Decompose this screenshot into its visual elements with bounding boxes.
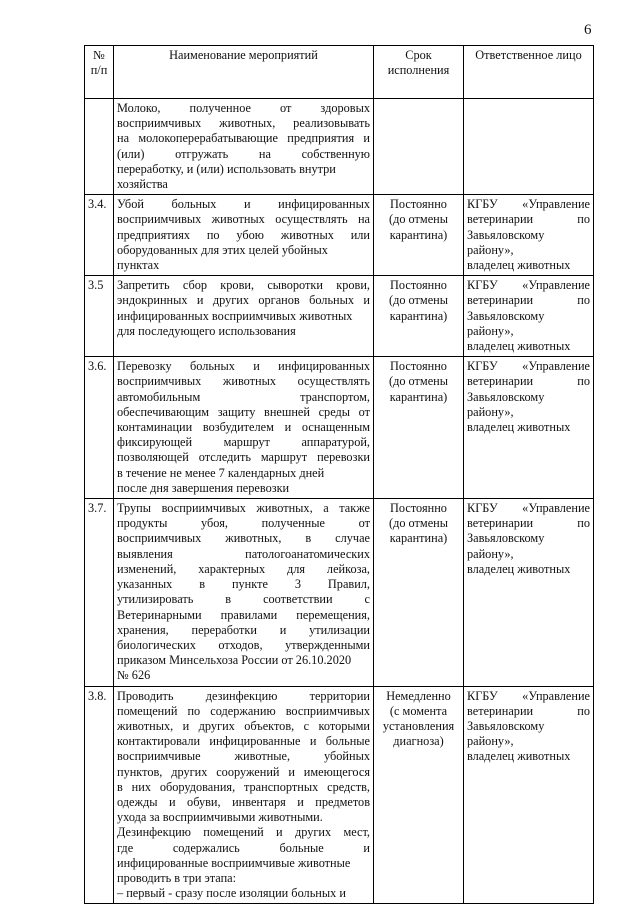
measure-text-line: хозяйства — [117, 177, 168, 192]
responsible-text-line: району», — [467, 734, 514, 749]
measure-text-line: № 626 — [117, 668, 151, 683]
measure-text-line: на молокоперерабатывающие предприятия и — [117, 131, 370, 146]
row-number: 3.4. — [85, 195, 114, 276]
measure-text-line: фиксирующей маршрут аппаратурой, — [117, 435, 370, 450]
responsible-text-line: Завьяловскому — [467, 718, 545, 733]
measure-responsible — [464, 499, 594, 686]
measure-term — [374, 195, 464, 276]
measure-text-line: изменений, характерных для лейкоза, — [117, 561, 370, 576]
measure-text-line: приказом Минсельхоза России от 26.10.2020 — [117, 653, 352, 668]
measure-description — [114, 276, 374, 357]
measure-text-line: инфицированные восприимчивые животные — [117, 855, 351, 870]
measure-text-line: оборудованных для этих целей убойных — [117, 242, 328, 257]
responsible-text-line: ветеринарии по — [467, 293, 590, 308]
term-text-line: (до отмены — [388, 516, 449, 531]
measure-term — [374, 499, 464, 686]
measure-text-line: Перевозку больных и инфицированных — [117, 359, 370, 374]
responsible-text-line: району», — [467, 323, 514, 338]
header-term: Срок исполнения — [374, 46, 464, 99]
measure-text-line: указанных в пункте 3 Правил, — [117, 577, 370, 592]
header-number: № п/п — [85, 46, 114, 99]
measure-text-line: биологических отходов, утвержденными — [117, 637, 370, 652]
measure-text-line: проводить в три этапа: — [117, 870, 237, 885]
measure-text-line: эндокринных и других органов больных и — [117, 293, 370, 308]
measure-responsible — [464, 686, 594, 904]
measure-text-line: восприимчивых животных, в случае — [117, 531, 370, 546]
measure-term — [374, 357, 464, 499]
measure-text-line: хранения, переработки и утилизации — [117, 622, 370, 637]
row-number: 3.6. — [85, 357, 114, 499]
table-row — [85, 276, 594, 357]
term-text-line: Постоянно — [390, 278, 447, 293]
measure-term — [374, 276, 464, 357]
measure-text-line: выявления патологоанатомических — [117, 546, 370, 561]
measure-description — [114, 195, 374, 276]
term-text-line: Немедленно — [386, 688, 451, 703]
measure-text-line: (или) отгружать на собственную — [117, 146, 370, 161]
responsible-text-line: району», — [467, 404, 514, 419]
measure-text-line: автомобильным транспортом, — [117, 389, 370, 404]
responsible-text-line: району», — [467, 242, 514, 257]
row-number: 3.8. — [85, 686, 114, 904]
measure-text-line: пунктах — [117, 258, 160, 273]
table-row — [85, 499, 594, 686]
measure-text-line: инфицированных восприимчивых животных — [117, 308, 353, 323]
term-text-line: карантина) — [389, 531, 448, 546]
measure-responsible — [464, 195, 594, 276]
measure-text-line: позволяющей отследить маршрут перевозки — [117, 450, 370, 465]
measure-text-line: в течение не менее 7 календарных дней — [117, 465, 325, 480]
responsible-text-line: Завьяловскому — [467, 227, 545, 242]
row-number: 3.5 — [85, 276, 114, 357]
measure-text-line: для последующего использования — [117, 323, 296, 338]
responsible-text-line: Завьяловскому — [467, 531, 545, 546]
responsible-text-line: владелец животных — [467, 339, 571, 354]
responsible-text-line: ветеринарии по — [467, 703, 590, 718]
measure-text-line: Запретить сбор крови, сыворотки крови, — [117, 278, 370, 293]
term-text-line: диагноза) — [393, 734, 444, 749]
measures-table — [84, 45, 594, 904]
measure-text-line: восприимчивых животных осуществлять — [117, 374, 370, 389]
responsible-text-line: Завьяловскому — [467, 389, 545, 404]
term-text-line: карантина) — [389, 308, 448, 323]
table-row — [85, 357, 594, 499]
measure-term — [374, 686, 464, 904]
measure-description — [114, 99, 374, 195]
table-row — [85, 99, 594, 195]
page-number: 6 — [584, 22, 592, 38]
responsible-text-line: ветеринарии по — [467, 516, 590, 531]
row-number — [85, 99, 114, 195]
table-header-row — [85, 46, 594, 99]
measure-text-line: контактировали инфицированные и больные — [117, 734, 370, 749]
responsible-text-line: владелец животных — [467, 749, 571, 764]
responsible-text-line: району», — [467, 546, 514, 561]
term-text-line: Постоянно — [390, 501, 447, 516]
measure-text-line: контаминации возбудителем и оснащенным — [117, 420, 370, 435]
measure-text-line: Трупы восприимчивых животных, а также — [117, 501, 370, 516]
measure-text-line: животных, и других объектов, с которыми — [117, 718, 370, 733]
term-text-line: карантина) — [389, 389, 448, 404]
responsible-text-line: владелец животных — [467, 561, 571, 576]
measure-description — [114, 499, 374, 686]
measure-text-line: Молоко, полученное от здоровых — [117, 101, 370, 115]
term-text-line: (до отмены — [388, 212, 449, 227]
table-row — [85, 686, 594, 904]
measure-text-line: ухода за восприимчивыми животными. — [117, 810, 323, 825]
responsible-text-line: КГБУ «Управление — [467, 278, 590, 293]
term-text-line: установления — [382, 718, 455, 733]
responsible-text-line: ветеринарии по — [467, 212, 590, 227]
responsible-text-line: КГБУ «Управление — [467, 197, 590, 212]
measure-text-line: Ветеринарными правилами перемещения, — [117, 607, 370, 622]
term-text-line: Постоянно — [390, 359, 447, 374]
measure-description — [114, 357, 374, 499]
header-responsible: Ответственное лицо — [464, 46, 594, 99]
responsible-text-line: владелец животных — [467, 258, 571, 273]
measure-term — [374, 99, 464, 195]
measure-text-line: Убой больных и инфицированных — [117, 197, 370, 212]
measure-description — [114, 686, 374, 904]
measure-text-line: обеспечивающим защиту внешней среды от — [117, 404, 370, 419]
measure-text-line: Проводить дезинфекцию территории — [117, 688, 370, 703]
responsible-text-line: ветеринарии по — [467, 374, 590, 389]
term-text-line: (до отмены — [388, 293, 449, 308]
table-row — [85, 195, 594, 276]
measure-text-line: – первый - сразу после изоляции больных и — [117, 886, 346, 901]
measure-text-line: восприимчивые животные, убойных — [117, 749, 370, 764]
row-number: 3.7. — [85, 499, 114, 686]
measure-text-line: предприятиях по убою животных или — [117, 227, 370, 242]
measure-text-line: пунктов, других сооружений и имеющегося — [117, 764, 370, 779]
responsible-text-line: КГБУ «Управление — [467, 688, 590, 703]
measure-text-line: продукты убоя, полученные от — [117, 516, 370, 531]
term-text-line: (с момента — [389, 703, 448, 718]
measure-text-line: восприимчивых животных, реализовывать — [117, 116, 370, 131]
measure-text-line: в них оборудования, транспортных средств, — [117, 779, 370, 794]
term-text-line: карантина) — [389, 227, 448, 242]
measure-responsible — [464, 99, 594, 195]
responsible-text-line: КГБУ «Управление — [467, 359, 590, 374]
measure-text-line: где содержались больные и — [117, 840, 370, 855]
measure-text-line: Дезинфекцию помещений и других мест, — [117, 825, 370, 840]
measure-text-line: одежды и обуви, инвентаря и предметов — [117, 794, 370, 809]
measure-text-line: утилизировать в соответствии с — [117, 592, 370, 607]
responsible-text-line: КГБУ «Управление — [467, 501, 590, 516]
responsible-text-line: Завьяловскому — [467, 308, 545, 323]
measure-text-line: помещений по содержанию восприимчивых — [117, 703, 370, 718]
measure-text-line: восприимчивых животных осуществлять на — [117, 212, 370, 227]
measure-responsible — [464, 357, 594, 499]
responsible-text-line: владелец животных — [467, 420, 571, 435]
measure-text-line: переработку, и (или) использовать внутри — [117, 161, 336, 176]
term-text-line: Постоянно — [390, 197, 447, 212]
term-text-line: (до отмены — [388, 374, 449, 389]
measure-text-line: после дня завершения перевозки — [117, 480, 290, 495]
measure-responsible — [464, 276, 594, 357]
header-measure-name: Наименование мероприятий — [114, 46, 374, 99]
